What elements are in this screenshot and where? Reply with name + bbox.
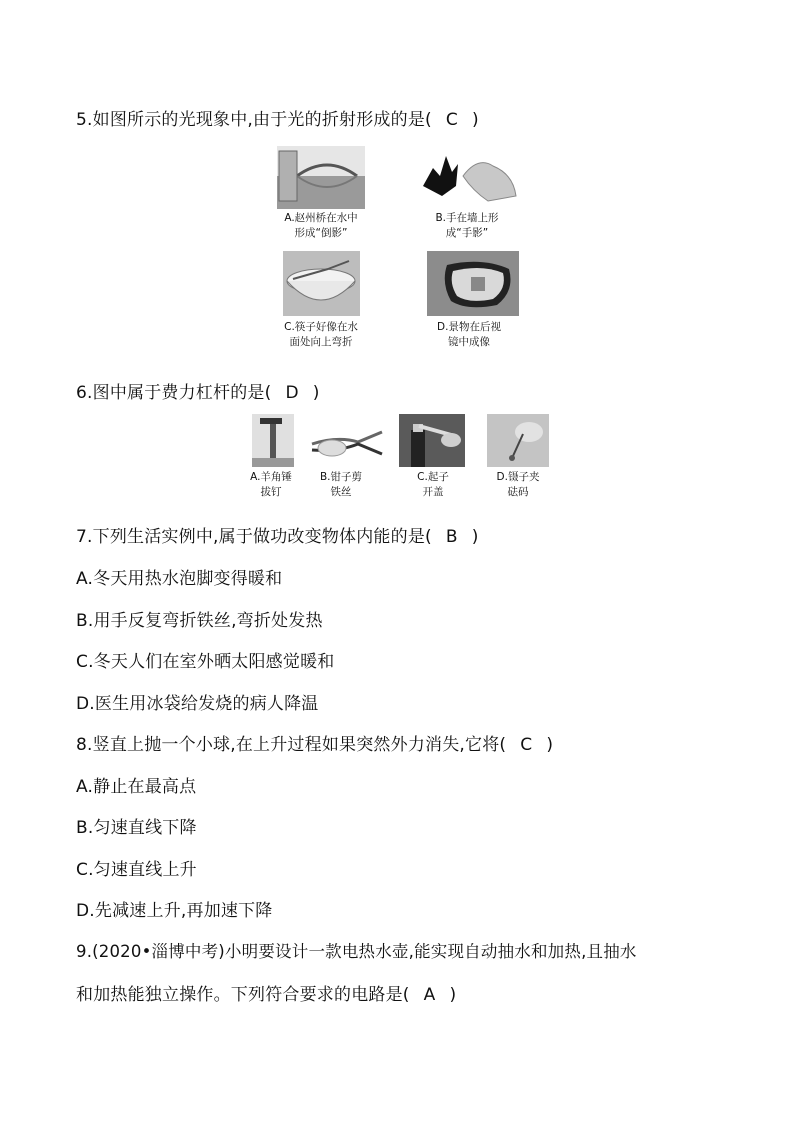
q9-stem-line1: 9.(2020•淄博中考)小明要设计一款电热水壶,能实现自动抽水和加热,且抽水 <box>76 942 637 961</box>
q5-caption-d: D.景物在后视 镜中成像 <box>437 321 501 348</box>
q5-caption-c: C.筷子好像在水 面处向上弯折 <box>284 321 358 348</box>
q6-caption-d: D.镊子夹 砝码 <box>496 471 540 498</box>
q5-image-rearview-mirror <box>427 251 519 316</box>
q8-option-b: B.匀速直线下降 <box>76 818 197 838</box>
q8-stem: 8.竖直上抛一个小球,在上升过程如果突然外力消失,它将( C ) <box>76 735 554 755</box>
q6-answer: D <box>285 383 299 403</box>
q5-caption-a: A.赵州桥在水中 形成“倒影” <box>284 212 358 239</box>
q6-caption-c: C.起子 开盖 <box>417 471 449 498</box>
q8-answer: C <box>520 735 533 755</box>
q6-image-bottle-opener <box>399 414 465 467</box>
q8-option-d: D.先减速上升,再加速下降 <box>76 901 273 921</box>
q7-option-d: D.医生用冰袋给发烧的病人降温 <box>76 694 319 714</box>
q5-image-chopstick-bowl <box>283 251 360 316</box>
q6-caption-b: B.钳子剪 铁丝 <box>319 471 363 498</box>
q5-image-hand-shadow <box>418 146 518 206</box>
q5-image-bridge <box>277 146 365 209</box>
q5-answer: C <box>445 110 458 130</box>
q6-image-pliers <box>308 414 386 467</box>
q6-caption-a: A.羊角锤 拔钉 <box>250 471 292 498</box>
q7-answer: B <box>445 527 458 547</box>
q7-option-b: B.用手反复弯折铁丝,弯折处发热 <box>76 611 323 631</box>
q7-stem: 7.下列生活实例中,属于做功改变物体内能的是( B ) <box>76 527 479 547</box>
q8-option-c: C.匀速直线上升 <box>76 860 197 880</box>
q8-option-a: A.静止在最高点 <box>76 777 197 797</box>
q7-option-c: C.冬天人们在室外晒太阳感觉暖和 <box>76 652 335 672</box>
q9-answer: A <box>423 985 436 1005</box>
q9-stem-line2: 和加热能独立操作。下列符合要求的电路是( A ) <box>76 985 457 1005</box>
q6-image-tweezers <box>487 414 549 467</box>
q6-stem: 6.图中属于费力杠杆的是( D ) <box>76 383 320 403</box>
q5-caption-b: B.手在墙上形 成“手影” <box>435 212 499 239</box>
q7-option-a: A.冬天用热水泡脚变得暖和 <box>76 569 283 589</box>
q6-image-claw-hammer <box>252 414 294 467</box>
q5-stem: 5.如图所示的光现象中,由于光的折射形成的是( C ) <box>76 110 479 130</box>
